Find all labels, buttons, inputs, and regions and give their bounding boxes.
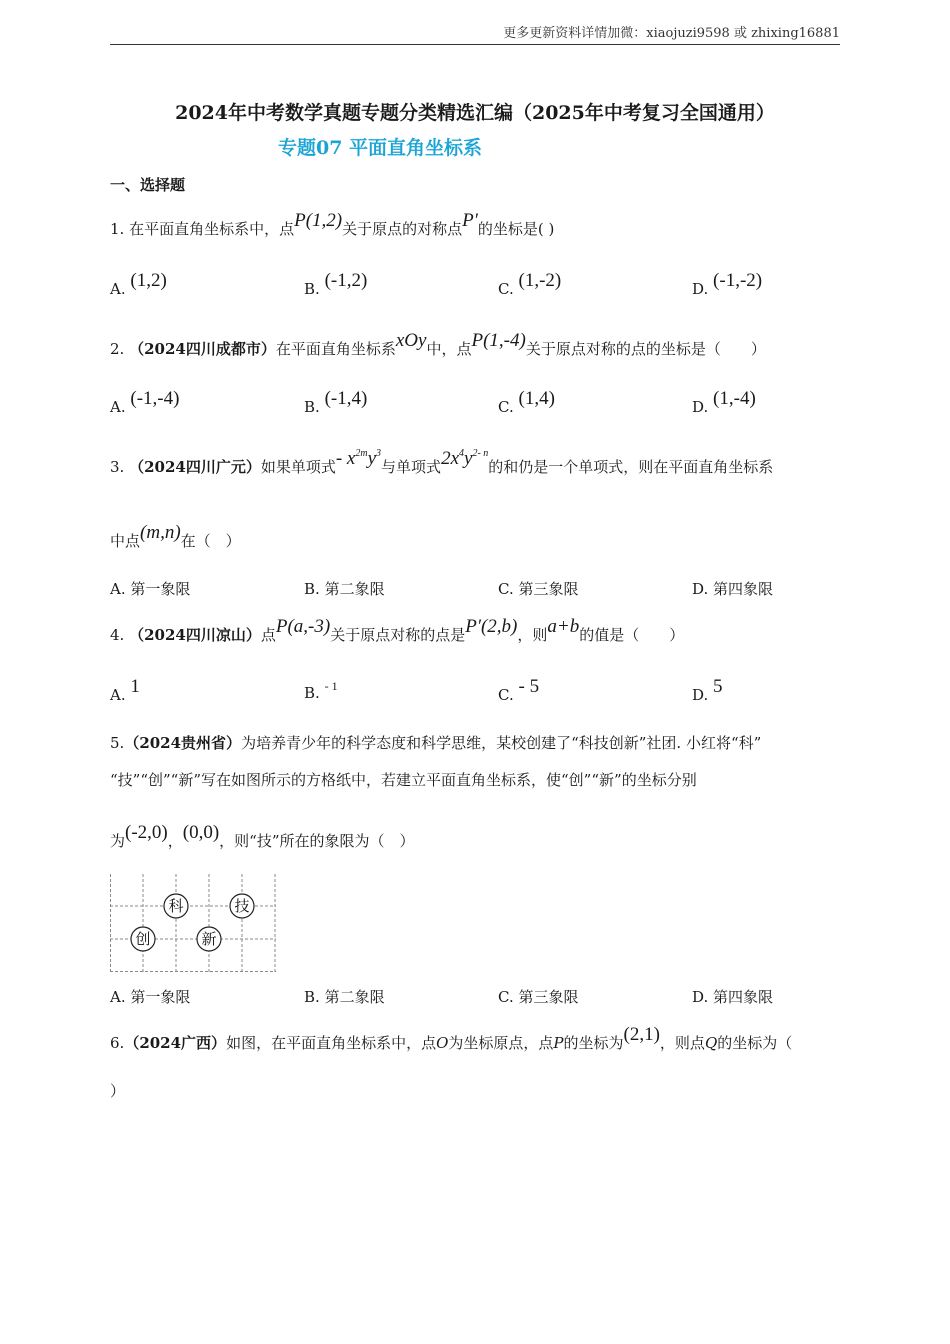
q3-source: （2024四川广元） <box>129 458 261 476</box>
q4-option-c[interactable]: C. - 5 <box>498 676 540 704</box>
question-1 <box>110 210 555 240</box>
question-4 <box>110 616 685 646</box>
q4-point-p: P(a,-3) <box>275 616 331 637</box>
q3-text-2: 与单项式 <box>381 458 442 476</box>
q3-text-3: 的和仍是一个单项式，则在平面直角坐标系 <box>488 458 774 476</box>
q1-text: 在平面直角坐标系中，点 <box>129 220 295 238</box>
q5-grid-figure <box>110 874 278 974</box>
q1-option-a[interactable]: A. (1,2) <box>110 270 167 298</box>
q5-number: 5. <box>110 734 125 752</box>
q3-point-mn: (m,n) <box>140 522 181 543</box>
q3-option-c[interactable]: C. 第三象限 <box>498 580 579 598</box>
q4-option-a[interactable]: A. 1 <box>110 676 140 704</box>
q2-text-3: 关于原点对称的点的坐标是（ ） <box>525 340 766 358</box>
question-2 <box>110 330 766 360</box>
q2-source: （2024四川成都市） <box>129 340 276 358</box>
grid-char-chuang: 创 <box>135 930 151 948</box>
question-3-line-2 <box>110 522 241 552</box>
q4-source: （2024四川凉山） <box>129 626 261 644</box>
q2-option-d[interactable]: D. (1,-4) <box>692 388 756 416</box>
q3-text-4: 中点 <box>110 532 141 550</box>
grid-lines <box>110 874 276 972</box>
q1-point-p-prime: P′ <box>462 210 478 231</box>
q3-monomial-2: $2x^4y^{2- n}$ <box>441 448 489 469</box>
q6-source: （2024广西） <box>124 1034 227 1052</box>
q5-option-c[interactable]: C. 第三象限 <box>498 988 579 1006</box>
q3-option-d[interactable]: D. 第四象限 <box>692 580 774 598</box>
section-heading: 一、选择题 <box>110 176 186 194</box>
header-divider <box>110 44 840 45</box>
q5-text-3: 为 <box>110 832 126 850</box>
q4-sum: a+b <box>547 616 580 637</box>
q6-number: 6. <box>110 1034 125 1052</box>
q1-option-c[interactable]: C. (1,-2) <box>498 270 562 298</box>
q2-option-a[interactable]: A. (-1,-4) <box>110 388 180 416</box>
q4-point-p-prime: P′(2,b) <box>465 616 518 637</box>
q1-point-p: P(1,2) <box>294 210 343 231</box>
q4-option-d[interactable]: D. 5 <box>692 676 723 704</box>
q1-text-2: 关于原点的对称点 <box>342 220 463 238</box>
q4-option-b[interactable]: B. $^{- 1}$ <box>304 679 338 702</box>
q3-text-5: 在（ ） <box>180 532 241 550</box>
q1-option-d[interactable]: D. (-1,-2) <box>692 270 763 298</box>
q5-option-b[interactable]: B. 第二象限 <box>304 988 385 1006</box>
q3-option-b[interactable]: B. 第二象限 <box>304 580 385 598</box>
q4-text-3: ，则 <box>517 626 548 644</box>
q5-source: （2024贵州省） <box>124 734 242 752</box>
q2-text-2: 中，点 <box>426 340 472 358</box>
q6-point-o: O <box>436 1034 449 1052</box>
page-header-note: 更多更新资料详情加微：xiaojuzi9598 或 zhixing16881 <box>503 26 840 41</box>
q6-point-p: P <box>553 1034 564 1052</box>
q2-system: xOy <box>395 330 427 351</box>
q3-text: 如果单项式 <box>260 458 336 476</box>
q5-text: 为培养青少年的科学态度和科学思维，某校创建了“科技创新”社团. 小红将“科” <box>241 734 762 752</box>
grid-char-ke: 科 <box>168 897 184 915</box>
q4-text-2: 关于原点对称的点是 <box>330 626 466 644</box>
q2-option-b[interactable]: B. (-1,4) <box>304 388 368 416</box>
q2-number: 2. <box>110 340 125 358</box>
question-5-line-2: “技”“创”“新”写在如图所示的方格纸中，若建立平面直角坐标系，使“创”“新”的坐标分别 <box>110 771 697 789</box>
q5-coord-chuang: (-2,0) <box>125 822 168 843</box>
page-title: 2024年中考数学真题专题分类精选汇编（2025年中考复习全国通用） <box>175 102 775 124</box>
question-5-line-3: 为(-2,0)，(0,0)，则“技”所在的象限为（ ） <box>110 822 415 850</box>
question-5 <box>110 732 761 753</box>
grid-char-ji: 技 <box>234 897 250 915</box>
q2-point-p: P(1,-4) <box>471 330 526 351</box>
q1-text-3: 的坐标是( ) <box>477 220 555 238</box>
q3-option-a[interactable]: A. 第一象限 <box>110 580 191 598</box>
question-3 <box>110 448 774 478</box>
q6-text: 如图，在平面直角坐标系中，点 <box>226 1034 437 1052</box>
q6-text-3: 的坐标为 <box>563 1034 624 1052</box>
q5-option-a[interactable]: A. 第一象限 <box>110 988 191 1006</box>
q4-number: 4. <box>110 626 125 644</box>
q4-text: 点 <box>260 626 276 644</box>
q5-coord-xin: (0,0) <box>182 822 220 843</box>
q1-option-b[interactable]: B. (-1,2) <box>304 270 368 298</box>
q6-text-2: 为坐标原点，点 <box>448 1034 554 1052</box>
q2-option-c[interactable]: C. (1,4) <box>498 388 555 416</box>
q2-text: 在平面直角坐标系 <box>275 340 396 358</box>
q3-monomial-1: - $x^{2m}y^3$ <box>335 448 382 469</box>
question-6 <box>110 1024 793 1054</box>
grid-char-xin: 新 <box>201 930 217 948</box>
q1-number: 1. <box>110 220 125 238</box>
q6-text-4: ，则点 <box>659 1034 705 1052</box>
q3-number: 3. <box>110 458 125 476</box>
q5-text-4: ，则“技”所在的象限为（ ） <box>219 832 415 850</box>
q5-option-d[interactable]: D. 第四象限 <box>692 988 774 1006</box>
q4-text-4: 的值是（ ） <box>579 626 685 644</box>
question-6-line-2: ） <box>110 1082 126 1100</box>
topic-subtitle: 专题07 平面直角坐标系 <box>278 137 483 159</box>
q6-point-q: Q <box>704 1034 718 1052</box>
q6-text-5: 的坐标为（ <box>717 1034 793 1052</box>
q6-coord-p: (2,1) <box>623 1024 660 1045</box>
